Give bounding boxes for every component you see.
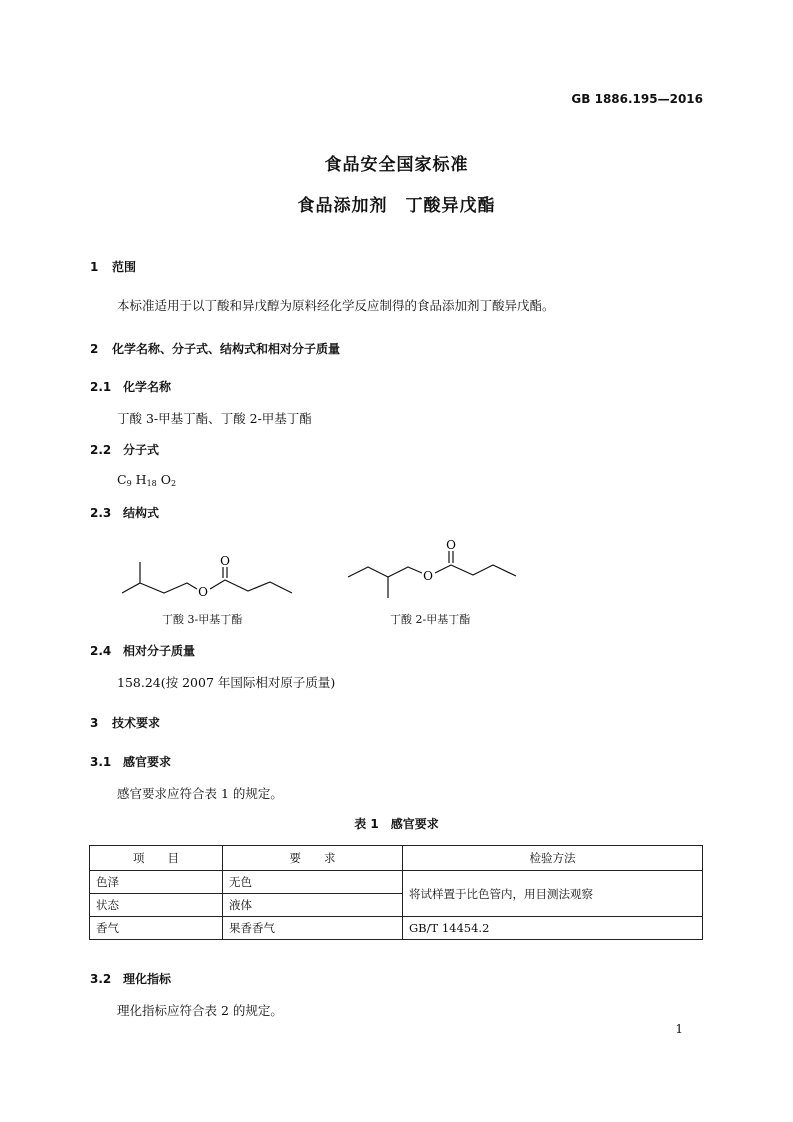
element-h: H	[135, 472, 147, 487]
element-o: O	[160, 472, 171, 487]
section-3-2-heading	[90, 970, 171, 987]
carbonyl-oxygen-label: O	[220, 554, 230, 568]
molecular-formula	[117, 472, 176, 488]
table-1-caption: 表 1 感官要求	[354, 817, 439, 831]
section-2-heading	[90, 340, 340, 357]
count-c: 9	[126, 479, 132, 488]
section-number: 2.1	[90, 380, 112, 394]
section-title: 结构式	[123, 506, 160, 520]
cell-item: 香气	[90, 917, 223, 940]
page-number: 1	[675, 1022, 683, 1036]
bond-path	[122, 562, 140, 593]
section-number: 3.2	[90, 972, 112, 986]
section-title: 理化指标	[123, 972, 172, 986]
section-3-heading	[90, 714, 160, 731]
cell-requirement: 无色	[223, 871, 403, 894]
chemical-names: 丁酸 3-甲基丁酯、丁酸 2-甲基丁酯	[117, 411, 312, 426]
section-number: 3.1	[90, 755, 112, 769]
ester-oxygen-label: O	[423, 569, 433, 583]
section-title: 技术要求	[112, 716, 161, 730]
section-number: 2	[90, 342, 99, 356]
table-row	[90, 871, 703, 894]
bond-path	[140, 583, 197, 593]
section-title: 化学名称	[123, 380, 172, 394]
section-title: 相对分子质量	[123, 644, 196, 658]
cell-requirement: 果香香气	[223, 917, 403, 940]
section-2-1-heading	[90, 378, 171, 395]
section-title: 分子式	[123, 443, 160, 457]
section-3-1-heading	[90, 753, 171, 770]
table-header-row	[90, 846, 703, 871]
structure-caption-2: 丁酸 2-甲基丁酯	[390, 613, 471, 626]
section-title: 化学名称、分子式、结构式和相对分子质量	[112, 342, 341, 356]
scope-text: 本标准适用于以丁酸和异戊醇为原料经化学反应制得的食品添加剂丁酸异戊酯。	[117, 298, 555, 313]
section-number: 2.2	[90, 443, 112, 457]
ester-oxygen-label: O	[198, 585, 208, 599]
cell-method-merged: 将试样置于比色管内，用目测法观察	[403, 871, 703, 917]
bond-path	[435, 565, 516, 576]
element-c: C	[117, 472, 127, 487]
structure-diagram-1	[110, 545, 310, 610]
sensory-requirement-text: 感官要求应符合表 1 的规定。	[117, 786, 283, 801]
section-title: 范围	[112, 260, 137, 274]
subtitle: 食品添加剂 丁酸异戊酯	[297, 196, 496, 216]
cell-method: GB/T 14454.2	[403, 917, 703, 940]
section-2-3-heading	[90, 504, 159, 521]
section-number: 1	[90, 260, 99, 274]
count-h: 18	[146, 479, 157, 488]
bond-path	[348, 567, 388, 598]
main-title: 食品安全国家标准	[324, 155, 469, 175]
section-1-heading	[90, 258, 136, 275]
cell-item: 状态	[90, 894, 223, 917]
bond-path	[388, 567, 422, 577]
header-requirement: 要 求	[223, 846, 403, 871]
section-2-4-heading	[90, 642, 195, 659]
cell-requirement: 液体	[223, 894, 403, 917]
structure-caption-1: 丁酸 3-甲基丁酯	[162, 613, 243, 626]
table-row	[90, 917, 703, 940]
section-number: 3	[90, 716, 99, 730]
standard-code: GB 1886.195—2016	[571, 92, 703, 106]
section-title: 感官要求	[123, 755, 172, 769]
physicochemical-text: 理化指标应符合表 2 的规定。	[117, 1003, 283, 1018]
bond-path	[210, 580, 292, 593]
header-method: 检验方法	[403, 846, 703, 871]
structure-diagram-2	[338, 535, 538, 610]
header-item: 项 目	[90, 846, 223, 871]
molecular-mass: 158.24(按 2007 年国际相对原子质量)	[117, 675, 336, 690]
section-2-2-heading	[90, 441, 159, 458]
sensory-requirements-table	[89, 845, 703, 940]
section-number: 2.3	[90, 506, 112, 520]
cell-item: 色泽	[90, 871, 223, 894]
section-number: 2.4	[90, 644, 112, 658]
count-o: 2	[170, 479, 177, 488]
carbonyl-oxygen-label: O	[446, 538, 456, 552]
